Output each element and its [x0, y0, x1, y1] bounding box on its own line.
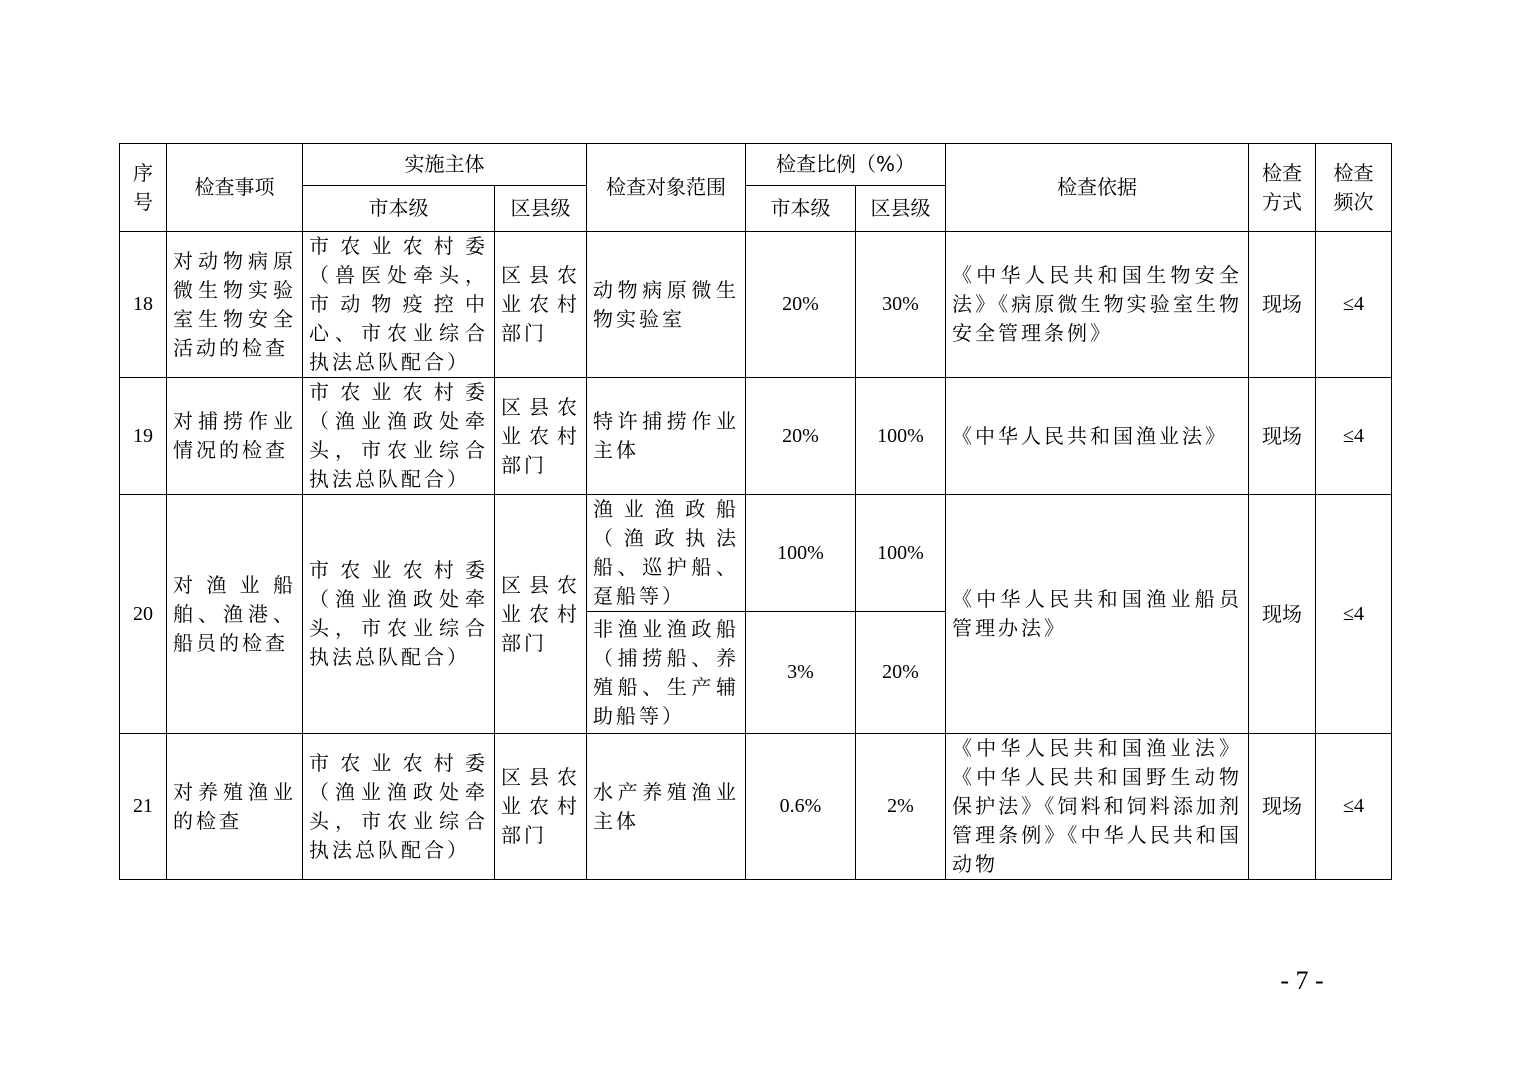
- row-item: 对养殖渔业的检查: [167, 734, 303, 880]
- row-item: 对渔业船舶、渔港、船员的检查: [167, 495, 303, 734]
- row-basis: 《中华人民共和国生物安全法》《病原微生物实验室生物安全管理条例》: [946, 232, 1249, 378]
- row-method: 现场: [1249, 378, 1316, 495]
- row-scope: 特许捕捞作业主体: [587, 378, 746, 495]
- row-seq: 19: [120, 378, 167, 495]
- row-ratio-city: 20%: [746, 378, 856, 495]
- row-frequency: ≤4: [1316, 378, 1392, 495]
- row-scope: 渔业渔政船（渔政执法船、巡护船、趸船等）: [587, 495, 746, 612]
- header-ratio: 检查比例（%）: [746, 144, 946, 186]
- row-subject-district: 区县农业农村部门: [495, 734, 587, 880]
- row-subject-district: 区县农业农村部门: [495, 232, 587, 378]
- row-frequency: ≤4: [1316, 232, 1392, 378]
- row-frequency: ≤4: [1316, 734, 1392, 880]
- row-scope: 水产养殖渔业主体: [587, 734, 746, 880]
- row-ratio-city: 20%: [746, 232, 856, 378]
- header-item: 检查事项: [167, 144, 303, 232]
- row-seq: 20: [120, 495, 167, 734]
- inspection-table: [119, 143, 1392, 880]
- row-seq: 21: [120, 734, 167, 880]
- header-ratio-district: 区县级: [856, 186, 946, 232]
- table-row: [120, 378, 1392, 495]
- row-item: 对捕捞作业情况的检查: [167, 378, 303, 495]
- row-ratio-district: 100%: [856, 495, 946, 612]
- page-number: - 7 -: [1280, 966, 1324, 995]
- row-ratio-district: 2%: [856, 734, 946, 880]
- row-subject-city: 市农业农村委（兽医处牵头，市动物疫控中心、市农业综合执法总队配合）: [303, 232, 495, 378]
- row-subject-city: 市农业农村委（渔业渔政处牵头，市农业综合执法总队配合）: [303, 734, 495, 880]
- header-subject-district: 区县级: [495, 186, 587, 232]
- row-basis: 《中华人民共和国渔业法》《中华人民共和国野生动物保护法》《饲料和饲料添加剂管理条例》《中华人民共和国动物: [946, 734, 1249, 880]
- row-ratio-district: 20%: [856, 612, 946, 734]
- header-ratio-city: 市本级: [746, 186, 856, 232]
- header-subject: 实施主体: [303, 144, 587, 186]
- row-scope: 动物病原微生物实验室: [587, 232, 746, 378]
- row-method: 现场: [1249, 232, 1316, 378]
- table-row: [120, 232, 1392, 378]
- row-item: 对动物病原微生物实验室生物安全活动的检查: [167, 232, 303, 378]
- row-scope: 非渔业渔政船（捕捞船、养殖船、生产辅助船等）: [587, 612, 746, 734]
- row-basis: 《中华人民共和国渔业船员管理办法》: [946, 495, 1249, 734]
- row-subject-city: 市农业农村委（渔业渔政处牵头，市农业综合执法总队配合）: [303, 495, 495, 734]
- header-frequency: 检查频次: [1316, 144, 1392, 232]
- row-ratio-district: 100%: [856, 378, 946, 495]
- table-row: [120, 734, 1392, 880]
- row-ratio-city: 3%: [746, 612, 856, 734]
- table-row: [120, 495, 1392, 612]
- row-frequency: ≤4: [1316, 495, 1392, 734]
- row-basis: 《中华人民共和国渔业法》: [946, 378, 1249, 495]
- row-ratio-district: 30%: [856, 232, 946, 378]
- row-subject-city: 市农业农村委（渔业渔政处牵头，市农业综合执法总队配合）: [303, 378, 495, 495]
- row-method: 现场: [1249, 734, 1316, 880]
- header-seq: 序号: [120, 144, 167, 232]
- header-method: 检查方式: [1249, 144, 1316, 232]
- row-method: 现场: [1249, 495, 1316, 734]
- header-subject-city: 市本级: [303, 186, 495, 232]
- row-ratio-city: 0.6%: [746, 734, 856, 880]
- row-ratio-city: 100%: [746, 495, 856, 612]
- row-subject-district: 区县农业农村部门: [495, 495, 587, 734]
- row-seq: 18: [120, 232, 167, 378]
- header-basis: 检查依据: [946, 144, 1249, 232]
- header-scope: 检查对象范围: [587, 144, 746, 232]
- row-subject-district: 区县农业农村部门: [495, 378, 587, 495]
